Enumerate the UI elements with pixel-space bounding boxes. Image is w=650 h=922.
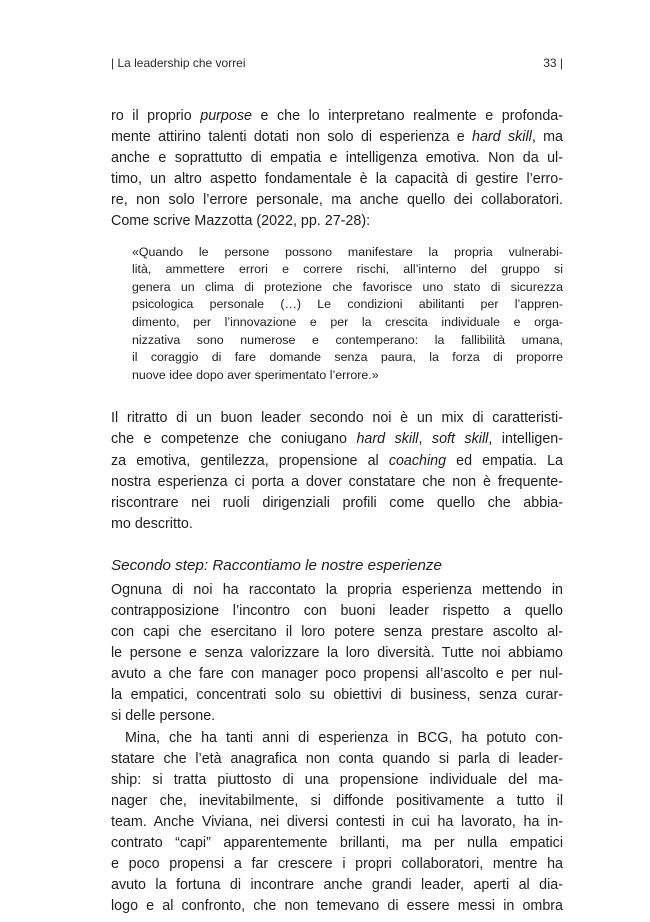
quote-line: il coraggio di fare domande senza paura, la forza di proporre: [132, 350, 563, 365]
text-line: nager che, inevitabilmente, si diffonde positivamente a tutto il: [111, 792, 563, 809]
paragraph-mina-viviana: [111, 728, 563, 918]
quote-line: nizzativa sono numerose e contemperano: la fallibilità umana,: [132, 332, 563, 347]
text-line: logo e al confronto, che non temevano di essere messi in ombra: [111, 898, 563, 915]
quote-line: nuove idee dopo aver sperimentato l’errore.»: [132, 367, 379, 382]
text-line: avuto a che fare con manager poco propensi all’ascolto e per nul-: [111, 666, 563, 683]
text-line: avuto la fortuna di incontrare anche grandi leader, aperti al dia-: [111, 877, 563, 894]
quote-line: psicologica personale (…) Le condizioni abilitanti per l’appren-: [132, 297, 563, 312]
text-line: za emotiva, gentilezza, propensione al coaching ed empatia. La: [111, 452, 563, 469]
text-line: si delle persone.: [111, 708, 216, 725]
text-line: riscontrare nei ruoli dirigenziali profili come quello che abbia-: [111, 494, 563, 511]
text-line: ship: si tratta piuttosto di una propensione individuale del ma-: [111, 771, 563, 788]
text-line: mente attirino talenti dotati non solo di esperienza e hard skill, ma: [111, 129, 563, 146]
text-line: team. Anche Viviana, nei diversi contesti in cui ha lavorato, ha in-: [111, 813, 563, 830]
text-line: mo descritto.: [111, 515, 193, 532]
quote-line: genera un clima di protezione che favorisce uno stato di sicurezza: [132, 279, 563, 294]
running-header: [111, 56, 563, 70]
text-line: Ognuna di noi ha raccontato la propria esperienza mettendo in: [111, 581, 563, 598]
text-line: statare che l’età anagrafica non conta quando si parla di leader-: [111, 750, 563, 767]
quote-line: dimento, per l’innovazione e per la crescita individuale e orga-: [132, 314, 563, 329]
text-line: timo, un altro aspetto fondamentale è la capacità di gestire l’erro-: [111, 171, 563, 188]
quote-line: lità, ammettere errori e correre rischi, all’interno del gruppo si: [132, 262, 563, 277]
text-line: le persone e senza valorizzare la loro diversità. Tutte noi abbiamo: [111, 645, 563, 662]
page-body: [111, 106, 563, 917]
text-line: re, non solo l’errore personale, ma anche quello dei collaboratori.: [111, 192, 563, 209]
section-heading: Secondo step: Raccontiamo le nostre esperienze: [111, 556, 442, 574]
paragraph-intro: [111, 106, 563, 233]
text-line: Come scrive Mazzotta (2022, pp. 27-28):: [111, 213, 371, 230]
text-line: contrato “capi” apparentemente brillanti, ma per nulla empatici: [111, 835, 563, 851]
page-number: 33 |: [543, 56, 563, 70]
text-line: e poco propensi a far crescere i propri collaboratori, mentre ha: [111, 856, 563, 873]
text-line: che e competenze che coniugano hard skill, soft skill, intelligen-: [111, 431, 563, 448]
text-line: ro il proprio purpose e che lo interpretano realmente e profonda-: [111, 108, 563, 124]
text-line: contrapposizione l’incontro con buoni leader rispetto a quello: [111, 602, 563, 619]
paragraph-leader-portrait: [111, 408, 563, 535]
text-line: nostra esperienza ci porta a dover constatare che non è frequente-: [111, 473, 563, 490]
text-line: Mina, che ha tanti anni di esperienza in BCG, ha potuto con-: [125, 729, 563, 746]
block-quote: [132, 244, 563, 385]
text-line: la empatici, concentrati solo su obiettivi di business, senza curar-: [111, 687, 563, 704]
paragraph-experiences: [111, 580, 563, 728]
text-line: con capi che esercitano il loro potere senza prestare ascolto al-: [111, 624, 563, 641]
text-line: Il ritratto di un buon leader secondo noi è un mix di caratteristi-: [111, 410, 563, 427]
running-title: | La leadership che vorrei: [111, 56, 246, 70]
text-line: anche e soprattutto di empatia e intelligenza emotiva. Non da ul-: [111, 150, 563, 167]
quote-line: «Quando le persone possono manifestare la propria vulnerabi-: [132, 244, 563, 259]
